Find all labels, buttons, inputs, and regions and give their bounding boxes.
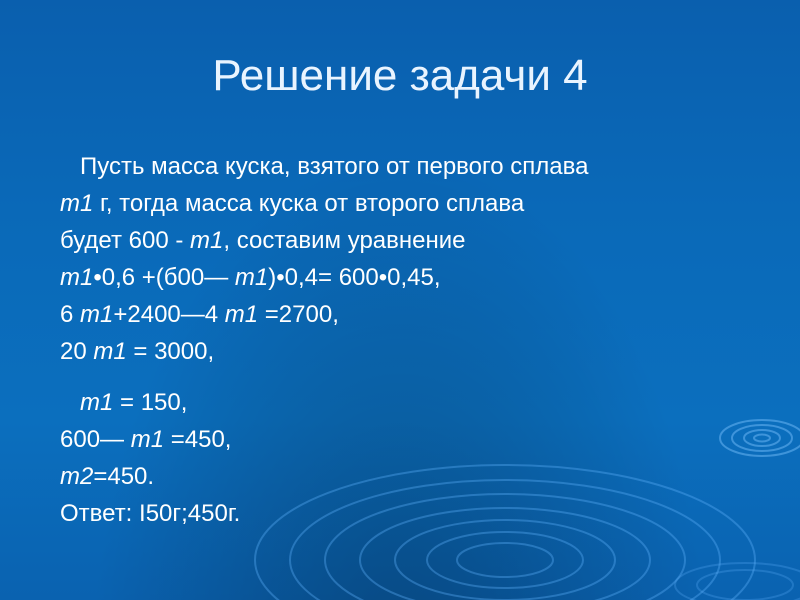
result-line-1: m1 = 150,: [80, 389, 188, 416]
equation-line-1: m1•0,6 +(б00— m1)•0,4= 600•0,45,: [60, 264, 441, 291]
variable: m1: [93, 338, 127, 365]
variable: m1: [234, 264, 269, 291]
answer-line: Ответ: I50г;450г.: [60, 500, 241, 527]
solution-text: [60, 148, 760, 532]
result-line-2: 600— m1 =450,: [60, 426, 232, 453]
text-line-3: будет 600 - m1, составим уравнение: [60, 227, 466, 254]
variable: m1: [190, 227, 224, 254]
variable: m2: [60, 463, 94, 490]
variable: m1: [80, 389, 114, 416]
equation-line-3: 20 m1 = 3000,: [60, 338, 215, 365]
equation-line-2: 6 m1+2400—4 m1 =2700,: [60, 301, 339, 328]
text-line-2: m1 г, тогда масса куска от второго сплава: [60, 190, 525, 217]
text-line-1: Пусть масса куска, взятого от первого сплава: [80, 153, 589, 180]
slide-title: Решение задачи 4: [212, 51, 588, 100]
variable: m1: [224, 301, 259, 328]
variable: m1: [80, 301, 114, 328]
result-line-3: m2=450.: [60, 463, 155, 490]
variable: m1: [60, 264, 94, 291]
variable: m1: [60, 190, 94, 217]
variable: m1: [130, 426, 165, 453]
